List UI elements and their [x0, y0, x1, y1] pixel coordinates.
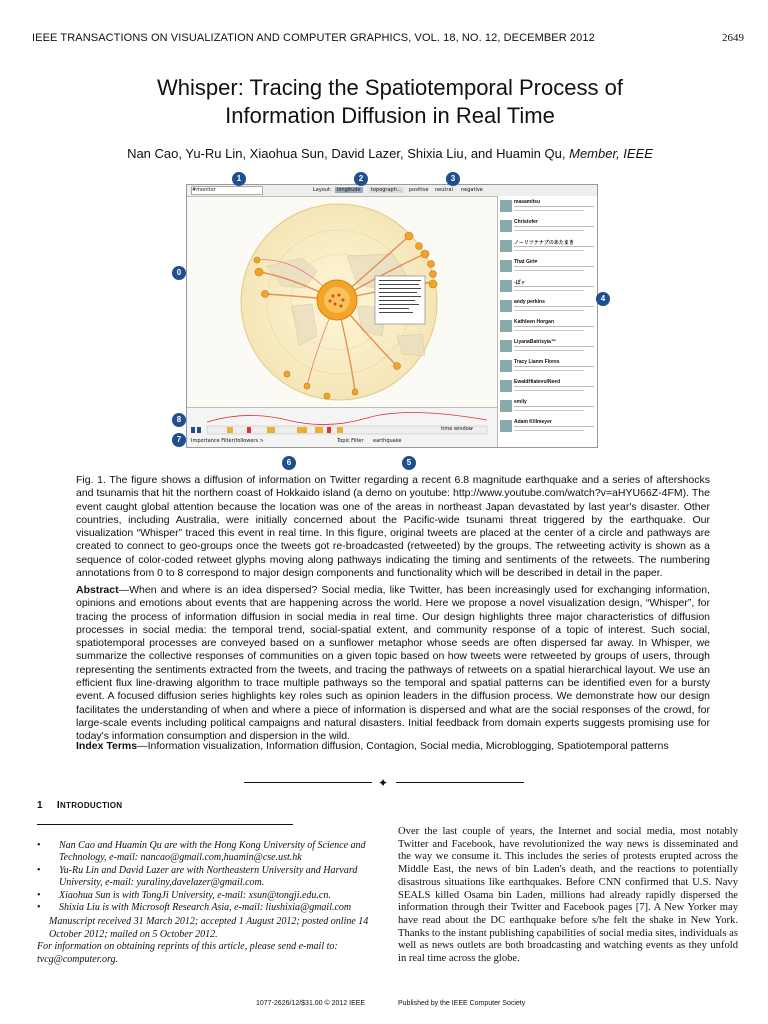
annotation-marker-4: 4 [596, 292, 610, 306]
tweet-author: -ぽヶ [514, 280, 526, 286]
tweet-author: LiyanaBatrisyia™ [514, 339, 556, 345]
tweet-item [498, 318, 598, 336]
avatar [500, 340, 512, 352]
publisher-line: Published by the IEEE Computer Society [398, 1000, 526, 1007]
footnote-item: • Shixia Liu is with Microsoft Research Asia, e-mail: liushixia@gmail.com [37, 902, 352, 914]
index-terms-text: —Information visualization, Information diffusion, Contagion, Social media, Microblogging, Spatiotemporal patterns [137, 740, 669, 752]
footnote-text: Yu-Ru Lin and David Lazer are with Northeastern University and Harvard University, e-mail: yuraliny,davelazer@gmail.com. [59, 864, 358, 889]
introduction-text: Over the last couple of years, the Internet and social media, most notably Twitter and Facebook, have revolutionized the way news is disseminated and the way we consume it. This includes the series of protests erupted across the Middle East, the news of bin Laden's death, and the reactions to potentially disastrous situations like earthquakes. Before CNN confirmed that U.S. Navy SEALS killed Osama bin Laden, millions had already rapidly dispersed the information through their Twitter and Facebook pages [7]. A New Yorker may have read about the DC earthquake before s/he felt the shake in New York. Thanks to the instant publishing capabilities of social media sites, individuals as well as news outlets are both broadcasting and watching events as they unfold in real time across the globe. [398, 826, 738, 965]
annotation-marker-6: 6 [282, 456, 296, 470]
avatar [500, 260, 512, 272]
tweet-item [498, 358, 598, 376]
index-terms [76, 740, 710, 753]
figure-positive-label: positive [409, 187, 429, 193]
timeline-panel [187, 407, 497, 448]
avatar [500, 380, 512, 392]
figure-search-box: #monitor [191, 186, 263, 195]
figure-neutral-label: neutral [435, 187, 453, 193]
title-line-2: Information Diffusion in Real Time [225, 103, 555, 128]
abstract-text: —When and where is an idea dispersed? Social media, like Twitter, has been increasingly used for exchanging information, opinions and emotions about events that are happening across the world. Here we propose a novel visualization design, “Whisper”, for tracing the process of information diffusion in social media in real time. Our design highlights three major characteristics of diffusion processes in social media: the temporal trend, social-spatial extent, and community response of a topic of interest. Such social, spatiotemporal processes are conveyed based on a sunflower metaphor whose seeds are often dispersed far away. In Whisper, we summarize the collective responses of communities on a given topic based on how tweets were retweeted by groups of users, through representing the sentiments extracted from the tweets, and tracing the pathways of retweets on a spatial hierarchical layout. We use an efficient flux line-drawing algorithm to trace multiple pathways so the temporal and spatial patterns can be identified even for a bursty event. A focused diffusion series highlights key roles such as opinion leaders in the diffusion process. We demonstrate how our design facilitates the understanding of when and where a piece of information is dispersed and what are the social responses of the crowd, for large-scale events including political campaigns and natural disasters. Initial feedback from domain experts suggests promising use for today's information consumption and dispersion in the wild. [76, 584, 710, 743]
footnote-text: Nan Cao and Huamin Qu are with the Hong Kong University of Science and Technology, e-mail: nancao@gmail.com,huamin@cse.ust.hk [59, 840, 366, 864]
tweet-item [498, 238, 598, 256]
tweet-author: Kathleen Horgan [514, 319, 555, 325]
annotation-marker-0: 0 [172, 266, 186, 280]
section-initial: I [56, 800, 60, 811]
tweet-list-panel [497, 196, 598, 447]
tweet-item [498, 218, 598, 236]
separator-diamond-icon: ✦ [378, 776, 389, 790]
topic-filter-label: Topic Filter [337, 438, 364, 444]
avatar [500, 420, 512, 432]
annotation-marker-1: 1 [232, 172, 246, 186]
figure-1 [172, 174, 612, 470]
tweet-item [498, 338, 598, 356]
journal-name: IEEE TRANSACTIONS ON VISUALIZATION AND COMPUTER GRAPHICS, VOL. 18, NO. 12, DECEMBER 2012 [32, 32, 595, 44]
authors-suffix: Member, IEEE [569, 146, 653, 161]
annotation-marker-7: 7 [172, 433, 186, 447]
abstract [76, 584, 710, 744]
manuscript-dates: Manuscript received 31 March 2012; accepted 1 August 2012; posted online 14 October 2012; mailed on 5 October 2012. [49, 916, 369, 940]
annotation-marker-5: 5 [402, 456, 416, 470]
topic-filter-value: earthquake [373, 438, 402, 444]
annotation-marker-8: 8 [172, 413, 186, 427]
footnote-text: Xiaohua Sun is with TongJi University, e-mail: xsun@tongji.edu.cn. [59, 889, 331, 901]
tweet-author: andy perkins [514, 299, 545, 305]
avatar [500, 280, 512, 292]
footnote-item: • Yu-Ru Lin and David Lazer are with Northeastern University and Harvard University, e-mail: yuraliny,davelazer@gmail.com. [37, 864, 358, 889]
avatar [500, 300, 512, 312]
figure-layout-option-2: topograph... [371, 187, 402, 193]
copyright-line: 1077-2626/12/$31.00 © 2012 IEEE [256, 1000, 366, 1007]
avatar [500, 240, 512, 252]
footnote-item: • Nan Cao and Huamin Qu are with the Hong Kong University of Science and Technology, e-mail: nancao@gmail.com,huamin@cse.ust.hk [37, 840, 366, 864]
tweet-author: Christofer [514, 219, 538, 225]
avatar [500, 400, 512, 412]
author-list [60, 146, 720, 161]
reprint-info: For information on obtaining reprints of this article, please send e-mail to: tvcg@computer.org. [37, 941, 338, 965]
running-header [32, 32, 744, 48]
whisper-screenshot [186, 184, 598, 448]
tweet-author: Adam Killmeyer [514, 419, 552, 425]
figure-layout-label: Layout: [313, 187, 332, 193]
section-separator [244, 777, 524, 789]
page-number: 2649 [722, 32, 744, 44]
footnote-item: • Xiaohua Sun is with TongJi University, e-mail: xsun@tongji.edu.cn. [37, 889, 331, 901]
tweet-item [498, 378, 598, 396]
annotation-marker-3: 3 [446, 172, 460, 186]
section-title-rest: NTRODUCTION [59, 801, 123, 810]
annotation-marker-2: 2 [354, 172, 368, 186]
tweet-item [498, 298, 598, 316]
tweet-author: ノーリツテナブのあたまき [514, 240, 574, 246]
tweet-author: Tracy Lianm Flores [514, 359, 560, 365]
importance-filter-label: Importance Filter(followers > [191, 438, 264, 444]
tweet-author: masamitsu [514, 199, 541, 205]
avatar [500, 200, 512, 212]
tweet-author: emily [514, 399, 527, 405]
author-footnotes [37, 840, 383, 966]
figure-caption: Fig. 1. The figure shows a diffusion of information on Twitter regarding a recent 6.8 magnitude earthquake and a series of aftershocks and tsunamis that hit the northern coast of Hokkaido island (a demo on youtube: http://www.youtube.com/watch?v=aHYU66Z-4FM). The event caught global attention because the location was one of the areas in northeast Japan devastated by last year's disaster. Other countries, including Australia, were initially concerned about the Pacific-wide tsunami threat triggered by the earthquake. Our visualization “Whisper” traced this event in real time. In this figure, original tweets are placed at the center of a circle and pathways are created to connect to geo-groups once the tweets got re-broadcasted (retweeted) by the groups. The retweeting activity is shown as a sequence of color-coded retweet glyphs moving along pathways indicating the timing and sentiments of the retweets. The numbering annotations from 0 to 8 correspond to major design components and functionality which will be described in detail in the paper. [76, 474, 710, 580]
footnote-text: Shixia Liu is with Microsoft Research Asia, e-mail: liushixia@gmail.com [59, 902, 352, 914]
figure-layout-option-1: longitude [337, 187, 361, 193]
section-number: 1 [37, 800, 43, 811]
timeline-window-label: time window [441, 426, 473, 432]
tweet-item [498, 418, 598, 436]
avatar [500, 220, 512, 232]
tweet-author: That Girl♥ [514, 259, 538, 265]
paper-title [60, 74, 720, 130]
avatar [500, 360, 512, 372]
title-line-1: Whisper: Tracing the Spatiotemporal Process of [157, 75, 623, 100]
footnote-rule [37, 824, 293, 825]
figure-negative-label: negative [461, 187, 483, 193]
tweet-item [498, 198, 598, 216]
tweet-author: EwaldHiatevulNeed [514, 379, 561, 385]
avatar [500, 320, 512, 332]
section-heading [37, 800, 122, 811]
abstract-label: Abstract [76, 584, 119, 596]
authors-names: Nan Cao, Yu-Ru Lin, Xiaohua Sun, David Lazer, Shixia Liu, and Huamin Qu, [127, 146, 566, 161]
tweet-item [498, 398, 598, 416]
index-terms-label: Index Terms [76, 740, 138, 752]
tweet-item [498, 258, 598, 276]
tweet-item [498, 278, 598, 296]
sunflower-visualization [187, 196, 497, 408]
